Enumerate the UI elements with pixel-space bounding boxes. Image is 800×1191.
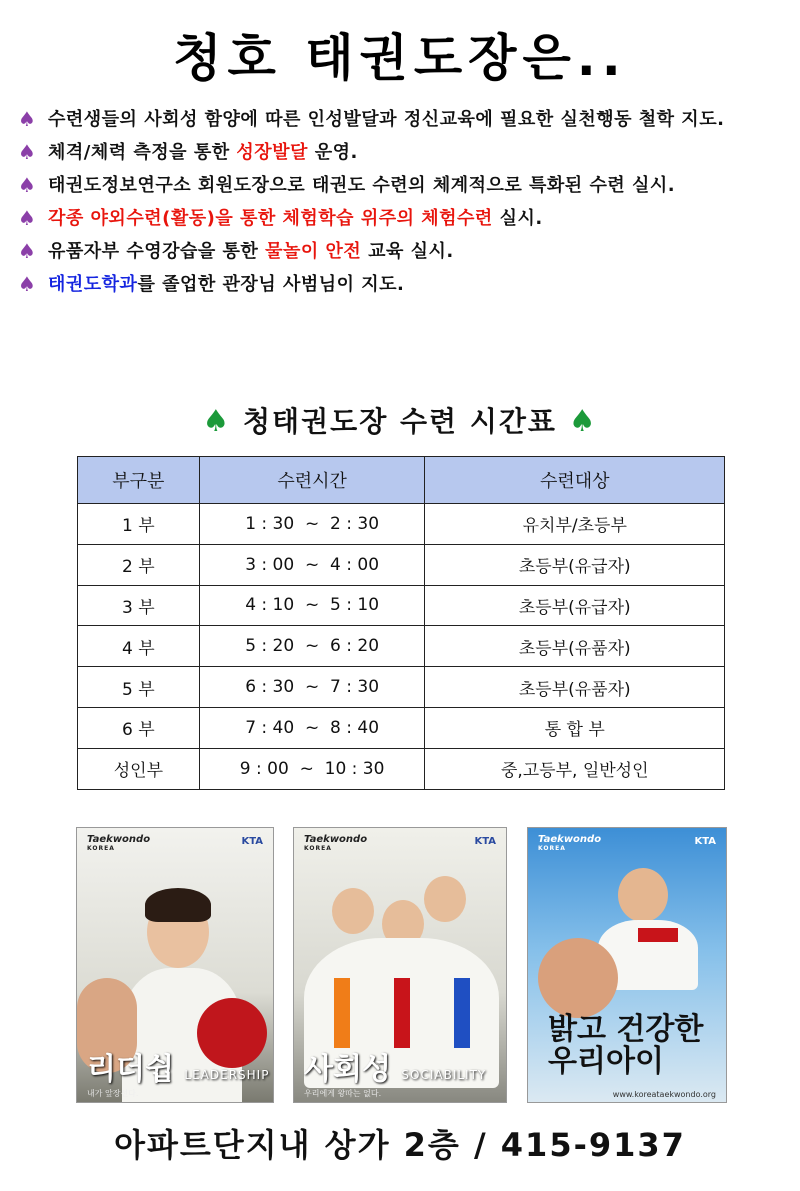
spade-icon: ♠ (18, 206, 36, 230)
feature-text: 수련생들의 사회성 함양에 따른 인성발달과 정신교육에 필요한 실천행동 철학 지도. (48, 109, 725, 130)
session-cell: 성인부 (78, 748, 200, 789)
poster-healthy-kids (527, 827, 727, 1103)
poster-sociability (293, 827, 507, 1103)
feature-item (18, 236, 788, 267)
poster-brand: Taekwondo KOREA (304, 834, 368, 852)
spade-icon: ♠ (18, 272, 36, 296)
poster-caption: 리더쉽 LEADERSHIP (87, 1052, 270, 1087)
feature-text: 태권도정보연구소 회원도장으로 태권도 수련의 체계적으로 특화된 수련 실시. (48, 175, 676, 196)
feature-item (18, 104, 788, 135)
table-row (78, 748, 725, 789)
session-cell: 6 부 (78, 707, 200, 748)
time-cell: 4 : 10 ~ 5 : 10 (199, 585, 425, 626)
spade-icon: ♠ (568, 404, 598, 439)
target-cell: 초등부(유품자) (425, 626, 725, 667)
feature-text: 각종 야외수련(활동)을 통한 체험학습 위주의 체험수련 실시. (48, 208, 543, 229)
feature-text: 태권도학과를 졸업한 관장님 사범님이 지도. (48, 274, 405, 295)
hair-shape (145, 888, 211, 922)
session-cell: 1 부 (78, 504, 200, 545)
table-row (78, 626, 725, 667)
feature-item (18, 269, 788, 300)
poster-brand: Taekwondo KOREA (538, 834, 602, 852)
address-phone: 아파트단지내 상가 2층 / 415-9137 (114, 1126, 686, 1164)
schedule-table (77, 456, 725, 790)
session-cell: 4 부 (78, 626, 200, 667)
poster-caption: 사회성 SOCIABILITY (304, 1052, 487, 1087)
header-target: 수련대상 (425, 457, 725, 504)
feature-text: 유품자부 수영강습을 통한 물놀이 안전 교육 실시. (48, 241, 454, 262)
blue-belt-shape (454, 978, 470, 1048)
spade-icon: ♠ (18, 173, 36, 197)
poster-subtext: www.koreataekwondo.org (612, 1090, 716, 1099)
feature-list (18, 104, 788, 302)
time-cell: 6 : 30 ~ 7 : 30 (199, 667, 425, 708)
time-cell: 3 : 00 ~ 4 : 00 (199, 544, 425, 585)
poster-brand: Taekwondo KOREA (87, 834, 151, 852)
table-row (78, 585, 725, 626)
feature-text: 체격/체력 측정을 통한 성장발달 운영. (48, 142, 358, 163)
table-row (78, 504, 725, 545)
feature-item (18, 137, 788, 168)
table-row (78, 667, 725, 708)
poster-leadership (76, 827, 274, 1103)
child-head-shape (332, 888, 374, 934)
schedule-title-text: 청태권도장 수련 시간표 (243, 405, 557, 438)
target-cell: 중,고등부, 일반성인 (425, 748, 725, 789)
target-cell: 통 합 부 (425, 707, 725, 748)
table-row (78, 707, 725, 748)
header-session: 부구분 (78, 457, 200, 504)
red-belt-shape (638, 928, 678, 942)
header-time: 수련시간 (199, 457, 425, 504)
target-cell: 유치부/초등부 (425, 504, 725, 545)
spade-icon: ♠ (18, 140, 36, 164)
time-cell: 9 : 00 ~ 10 : 30 (199, 748, 425, 789)
kta-logo: KTA (694, 836, 716, 847)
red-belt-shape (394, 978, 410, 1048)
child-head-shape (618, 868, 668, 922)
table-row (78, 544, 725, 585)
target-cell: 초등부(유급자) (425, 585, 725, 626)
feature-item (18, 203, 788, 234)
page-title: 청호 태권도장은.. (173, 29, 627, 87)
session-cell: 3 부 (78, 585, 200, 626)
kta-logo: KTA (474, 836, 496, 847)
spade-icon: ♠ (18, 107, 36, 131)
target-cell: 초등부(유품자) (425, 667, 725, 708)
time-cell: 5 : 20 ~ 6 : 20 (199, 626, 425, 667)
poster-subtext: 우리에게 왕따는 없다. (304, 1089, 382, 1098)
child-head-shape (424, 876, 466, 922)
schedule-title (0, 400, 800, 440)
kta-logo: KTA (241, 836, 263, 847)
target-cell: 초등부(유급자) (425, 544, 725, 585)
session-cell: 2 부 (78, 544, 200, 585)
adult-head-shape (538, 938, 618, 1018)
session-cell: 5 부 (78, 667, 200, 708)
feature-item (18, 170, 788, 201)
poster-caption: 밝고 건강한 우리아이 (548, 1012, 704, 1079)
time-cell: 7 : 40 ~ 8 : 40 (199, 707, 425, 748)
orange-belt-shape (334, 978, 350, 1048)
time-cell: 1 : 30 ~ 2 : 30 (199, 504, 425, 545)
poster-subtext: 내가 앞장선다. (87, 1089, 139, 1098)
spade-icon: ♠ (202, 404, 232, 439)
spade-icon: ♠ (18, 239, 36, 263)
table-header-row (78, 457, 725, 504)
